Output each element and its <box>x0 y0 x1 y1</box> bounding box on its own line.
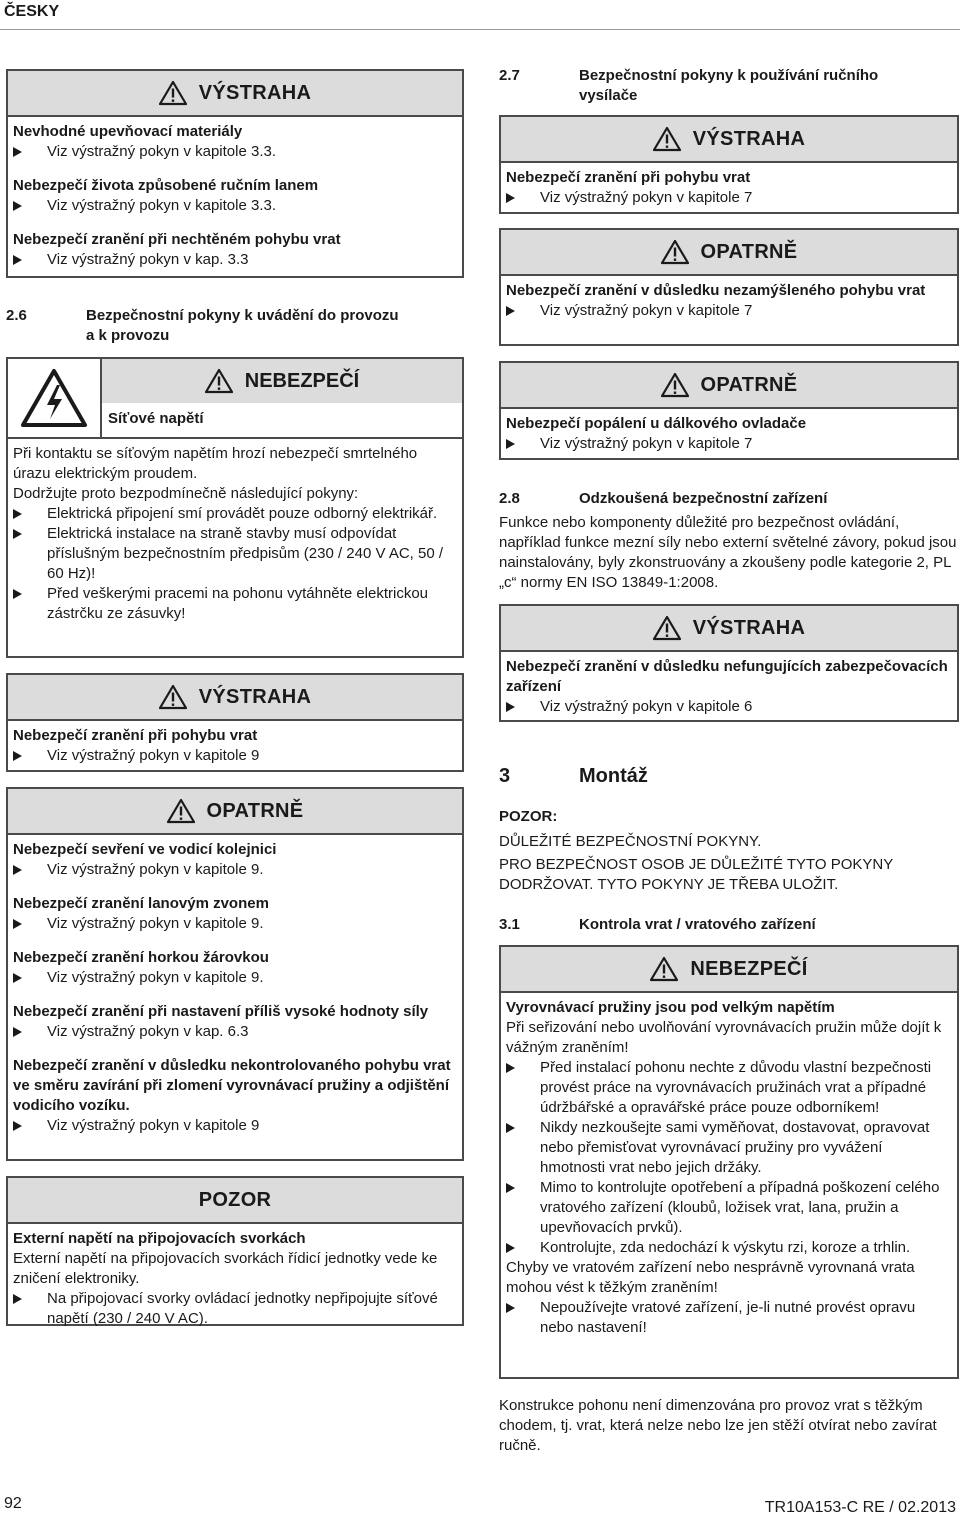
hazard-heading: Nebezpečí zranění horkou žárovkou <box>13 949 269 966</box>
warning-icon <box>205 368 233 394</box>
section-3-1-heading: 3.1 Kontrola vrat / vratového zařízení <box>499 916 816 933</box>
list-item: Viz výstražný pokyn v kapitole 9. <box>13 914 456 934</box>
list-item: Viz výstražný pokyn v kapitole 7 <box>506 188 951 208</box>
list-item: Viz výstražný pokyn v kapitole 7 <box>506 434 951 454</box>
bullet-arrow-icon <box>13 1294 22 1304</box>
danger-lead: Dodržujte proto bezpodmínečně následující pokyny: <box>13 485 359 502</box>
warning-icon <box>661 372 689 398</box>
bullet-arrow-icon <box>506 1063 515 1073</box>
section-2-8-heading: 2.8 Odzkoušená bezpečnostní zařízení <box>499 490 828 507</box>
list-item: Viz výstražný pokyn v kapitole 9. <box>13 968 456 988</box>
box-title: OPATRNĚ <box>700 374 798 396</box>
box-title: POZOR <box>198 1189 272 1211</box>
hazard-heading: Nebezpečí zranění při pohybu vrat <box>13 727 258 744</box>
bullet-arrow-icon <box>506 1183 515 1193</box>
bullet-arrow-icon <box>13 865 22 875</box>
box-title: OPATRNĚ <box>700 241 798 263</box>
bullet-arrow-icon <box>13 529 22 539</box>
bullet-arrow-icon <box>13 255 22 265</box>
bullet-arrow-icon <box>13 751 22 761</box>
hazard-heading: Nebezpečí sevření ve vodicí kolejnici <box>13 841 277 858</box>
language-label: ČESKY <box>4 3 60 20</box>
notice-line-2: PRO BEZPEČNOST OSOB JE DŮLEŽITÉ TYTO POKYNY DODRŽOVAT. TYTO POKYNY JE TŘEBA ULOŽIT. <box>499 856 893 893</box>
list-item: Před veškerými pracemi na pohonu vytáhněte elektrickou zástrčku ze zásuvky! <box>13 584 456 624</box>
list-item: Elektrická instalace na straně stavby musí odpovídat příslušným bezpečnostním předpisům (230 / 240 V AC, 50 / 60 Hz)! <box>13 524 456 584</box>
warning-icon <box>653 615 681 641</box>
warning-icon <box>159 684 187 710</box>
list-item: Nepoužívejte vratové zařízení, je-li nutné provést opravu nebo nastavení! <box>506 1298 951 1338</box>
hazard-heading: Nebezpečí zranění lanovým zvonem <box>13 895 269 912</box>
box-title: VÝSTRAHA <box>692 128 806 150</box>
hazard-heading: Nebezpečí zranění v důsledku nekontrolovaného pohybu vrat ve směru zavírání při zlomení vyrovnávací pružiny a odjištění vodicího vozíku. <box>13 1057 451 1114</box>
notice-text: Externí napětí na připojovacích svorkách řídicí jednotky vede ke zničení elektroniky. <box>13 1250 438 1287</box>
box-title: NEBEZPEČÍ <box>690 958 808 980</box>
list-item: Viz výstražný pokyn v kapitole 9. <box>13 860 456 880</box>
notice-line-1: DŮLEŽITÉ BEZPEČNOSTNÍ POKYNY. <box>499 833 762 850</box>
section-2-8-text: Funkce nebo komponenty důležité pro bezpečnost ovládání, například funkce mezní síly nebo externí světelné závory, pokud jsou nainstalovány, byly zkonstruovány a zkoušeny podle kategorie 2, PL „c“ normy EN ISO 13849-1:2008. <box>499 514 957 591</box>
hazard-heading: Nebezpečí zranění při pohybu vrat <box>506 169 751 186</box>
document-code: TR10A153-C RE / 02.2013 <box>764 1499 956 1516</box>
caution-box-unintended-movement <box>499 228 959 346</box>
list-item: Kontrolujte, zda nedochází k výskytu rzi, koroze a trhlin. <box>506 1238 951 1258</box>
section-2-7-heading: 2.7 Bezpečnostní pokyny k používání ručního vysílače <box>499 67 879 104</box>
warning-box-mounting <box>6 69 464 278</box>
danger-text: Chyby ve vratovém zařízení nebo nesprávně vyrovnaná vrata mohou vést k těžkým zraněním! <box>506 1259 915 1296</box>
list-item: Viz výstražný pokyn v kapitole 9 <box>13 746 456 766</box>
warning-box-door-movement <box>6 673 464 772</box>
hazard-heading: Vyrovnávací pružiny jsou pod velkým napětím <box>506 999 835 1016</box>
list-item: Viz výstražný pokyn v kapitole 3.3. <box>13 142 456 162</box>
list-item: Viz výstražný pokyn v kapitole 7 <box>506 301 951 321</box>
warning-icon <box>167 798 195 824</box>
bullet-arrow-icon <box>506 306 515 316</box>
bullet-arrow-icon <box>13 973 22 983</box>
list-item: Viz výstražný pokyn v kap. 6.3 <box>13 1022 456 1042</box>
warning-icon <box>650 956 678 982</box>
bullet-arrow-icon <box>506 1123 515 1133</box>
danger-box-mains-voltage <box>6 357 464 658</box>
hazard-heading: Nebezpečí zranění v důsledku nefungujících zabezpečovacích zařízení <box>506 658 948 695</box>
warning-icon <box>661 239 689 265</box>
hazard-heading: Nebezpečí zranění při nastavení příliš vysoké hodnoty síly <box>13 1003 429 1020</box>
box-title: VÝSTRAHA <box>198 82 312 104</box>
list-item: Na připojovací svorky ovládací jednotky nepřipojujte síťové napětí (230 / 240 V AC). <box>13 1289 456 1329</box>
bullet-arrow-icon <box>13 201 22 211</box>
list-item: Před instalací pohonu nechte z důvodu vlastní bezpečnosti provést práce na vyrovnávacích pružinách vrat a případné údržbářské a opravářské práce pouze odborníkem! <box>506 1058 951 1118</box>
danger-intro: Při kontaktu se síťovým napětím hrozí nebezpečí smrtelného úrazu elektrickým proudem. <box>13 445 418 482</box>
section-2-6-heading: 2.6 Bezpečnostní pokyny k uvádění do provozu a k provozu <box>6 307 399 344</box>
hazard-heading: Externí napětí na připojovacích svorkách <box>13 1230 306 1247</box>
header-rule <box>0 29 960 30</box>
notice-label: POZOR: <box>499 808 558 825</box>
box-title: VÝSTRAHA <box>198 686 312 708</box>
bullet-arrow-icon <box>13 1121 22 1131</box>
hazard-heading: Nebezpečí popálení u dálkového ovladače <box>506 415 807 432</box>
box-title: NEBEZPEČÍ <box>244 370 360 392</box>
section-3-heading: 3 Montáž <box>499 765 648 787</box>
list-item: Nikdy nezkoušejte sami vyměňovat, dostavovat, opravovat nebo přemisťovat vyrovnávací pružiny pro vyvážení hmotnosti vrat nebo jejich držáky. <box>506 1118 951 1178</box>
hazard-heading: Nevhodné upevňovací materiály <box>13 123 243 140</box>
caution-box-burn <box>499 361 959 460</box>
bullet-arrow-icon <box>506 193 515 203</box>
hazard-heading: Nebezpečí zranění v důsledku nezamýšleného pohybu vrat <box>506 282 926 299</box>
danger-intro: Při seřizování nebo uvolňování vyrovnávacích pružin může dojít k vážným zraněním! <box>506 1019 942 1056</box>
danger-subtitle: Síťové napětí <box>108 410 204 427</box>
high-voltage-icon <box>19 367 89 429</box>
warning-box-remote <box>499 115 959 214</box>
bullet-arrow-icon <box>13 589 22 599</box>
list-item: Viz výstražný pokyn v kapitole 6 <box>506 697 951 717</box>
bullet-arrow-icon <box>506 702 515 712</box>
warning-icon <box>159 80 187 106</box>
box-title: OPATRNĚ <box>206 800 304 822</box>
caution-box-operation <box>6 787 464 1161</box>
list-item: Viz výstražný pokyn v kapitole 9 <box>13 1116 456 1136</box>
list-item: Viz výstražný pokyn v kap. 3.3 <box>13 250 456 270</box>
bullet-arrow-icon <box>13 509 22 519</box>
bullet-arrow-icon <box>13 919 22 929</box>
warning-box-safety-devices <box>499 604 959 722</box>
bullet-arrow-icon <box>506 1243 515 1253</box>
notice-box-external-voltage <box>6 1176 464 1326</box>
bullet-arrow-icon <box>506 1303 515 1313</box>
danger-box-springs <box>499 945 959 1379</box>
hazard-heading: Nebezpečí zranění při nechtěném pohybu vrat <box>13 231 341 248</box>
page-number: 92 <box>4 1495 22 1512</box>
list-item: Viz výstražný pokyn v kapitole 3.3. <box>13 196 456 216</box>
closing-text: Konstrukce pohonu není dimenzována pro provoz vrat s těžkým chodem, tj. vrat, která nelze nebo lze jen stěží otvírat nebo zavírat ručně. <box>499 1397 937 1454</box>
warning-icon <box>653 126 681 152</box>
bullet-arrow-icon <box>13 1027 22 1037</box>
bullet-arrow-icon <box>506 439 515 449</box>
box-title: VÝSTRAHA <box>692 617 806 639</box>
list-item: Mimo to kontrolujte opotřebení a případná poškození celého vratového zařízení (kloubů, ložisek vrat, lana, pružin a upevňovacích prvků). <box>506 1178 951 1238</box>
list-item: Elektrická připojení smí provádět pouze odborný elektrikář. <box>13 504 456 524</box>
bullet-arrow-icon <box>13 147 22 157</box>
hazard-heading: Nebezpečí života způsobené ručním lanem <box>13 177 319 194</box>
